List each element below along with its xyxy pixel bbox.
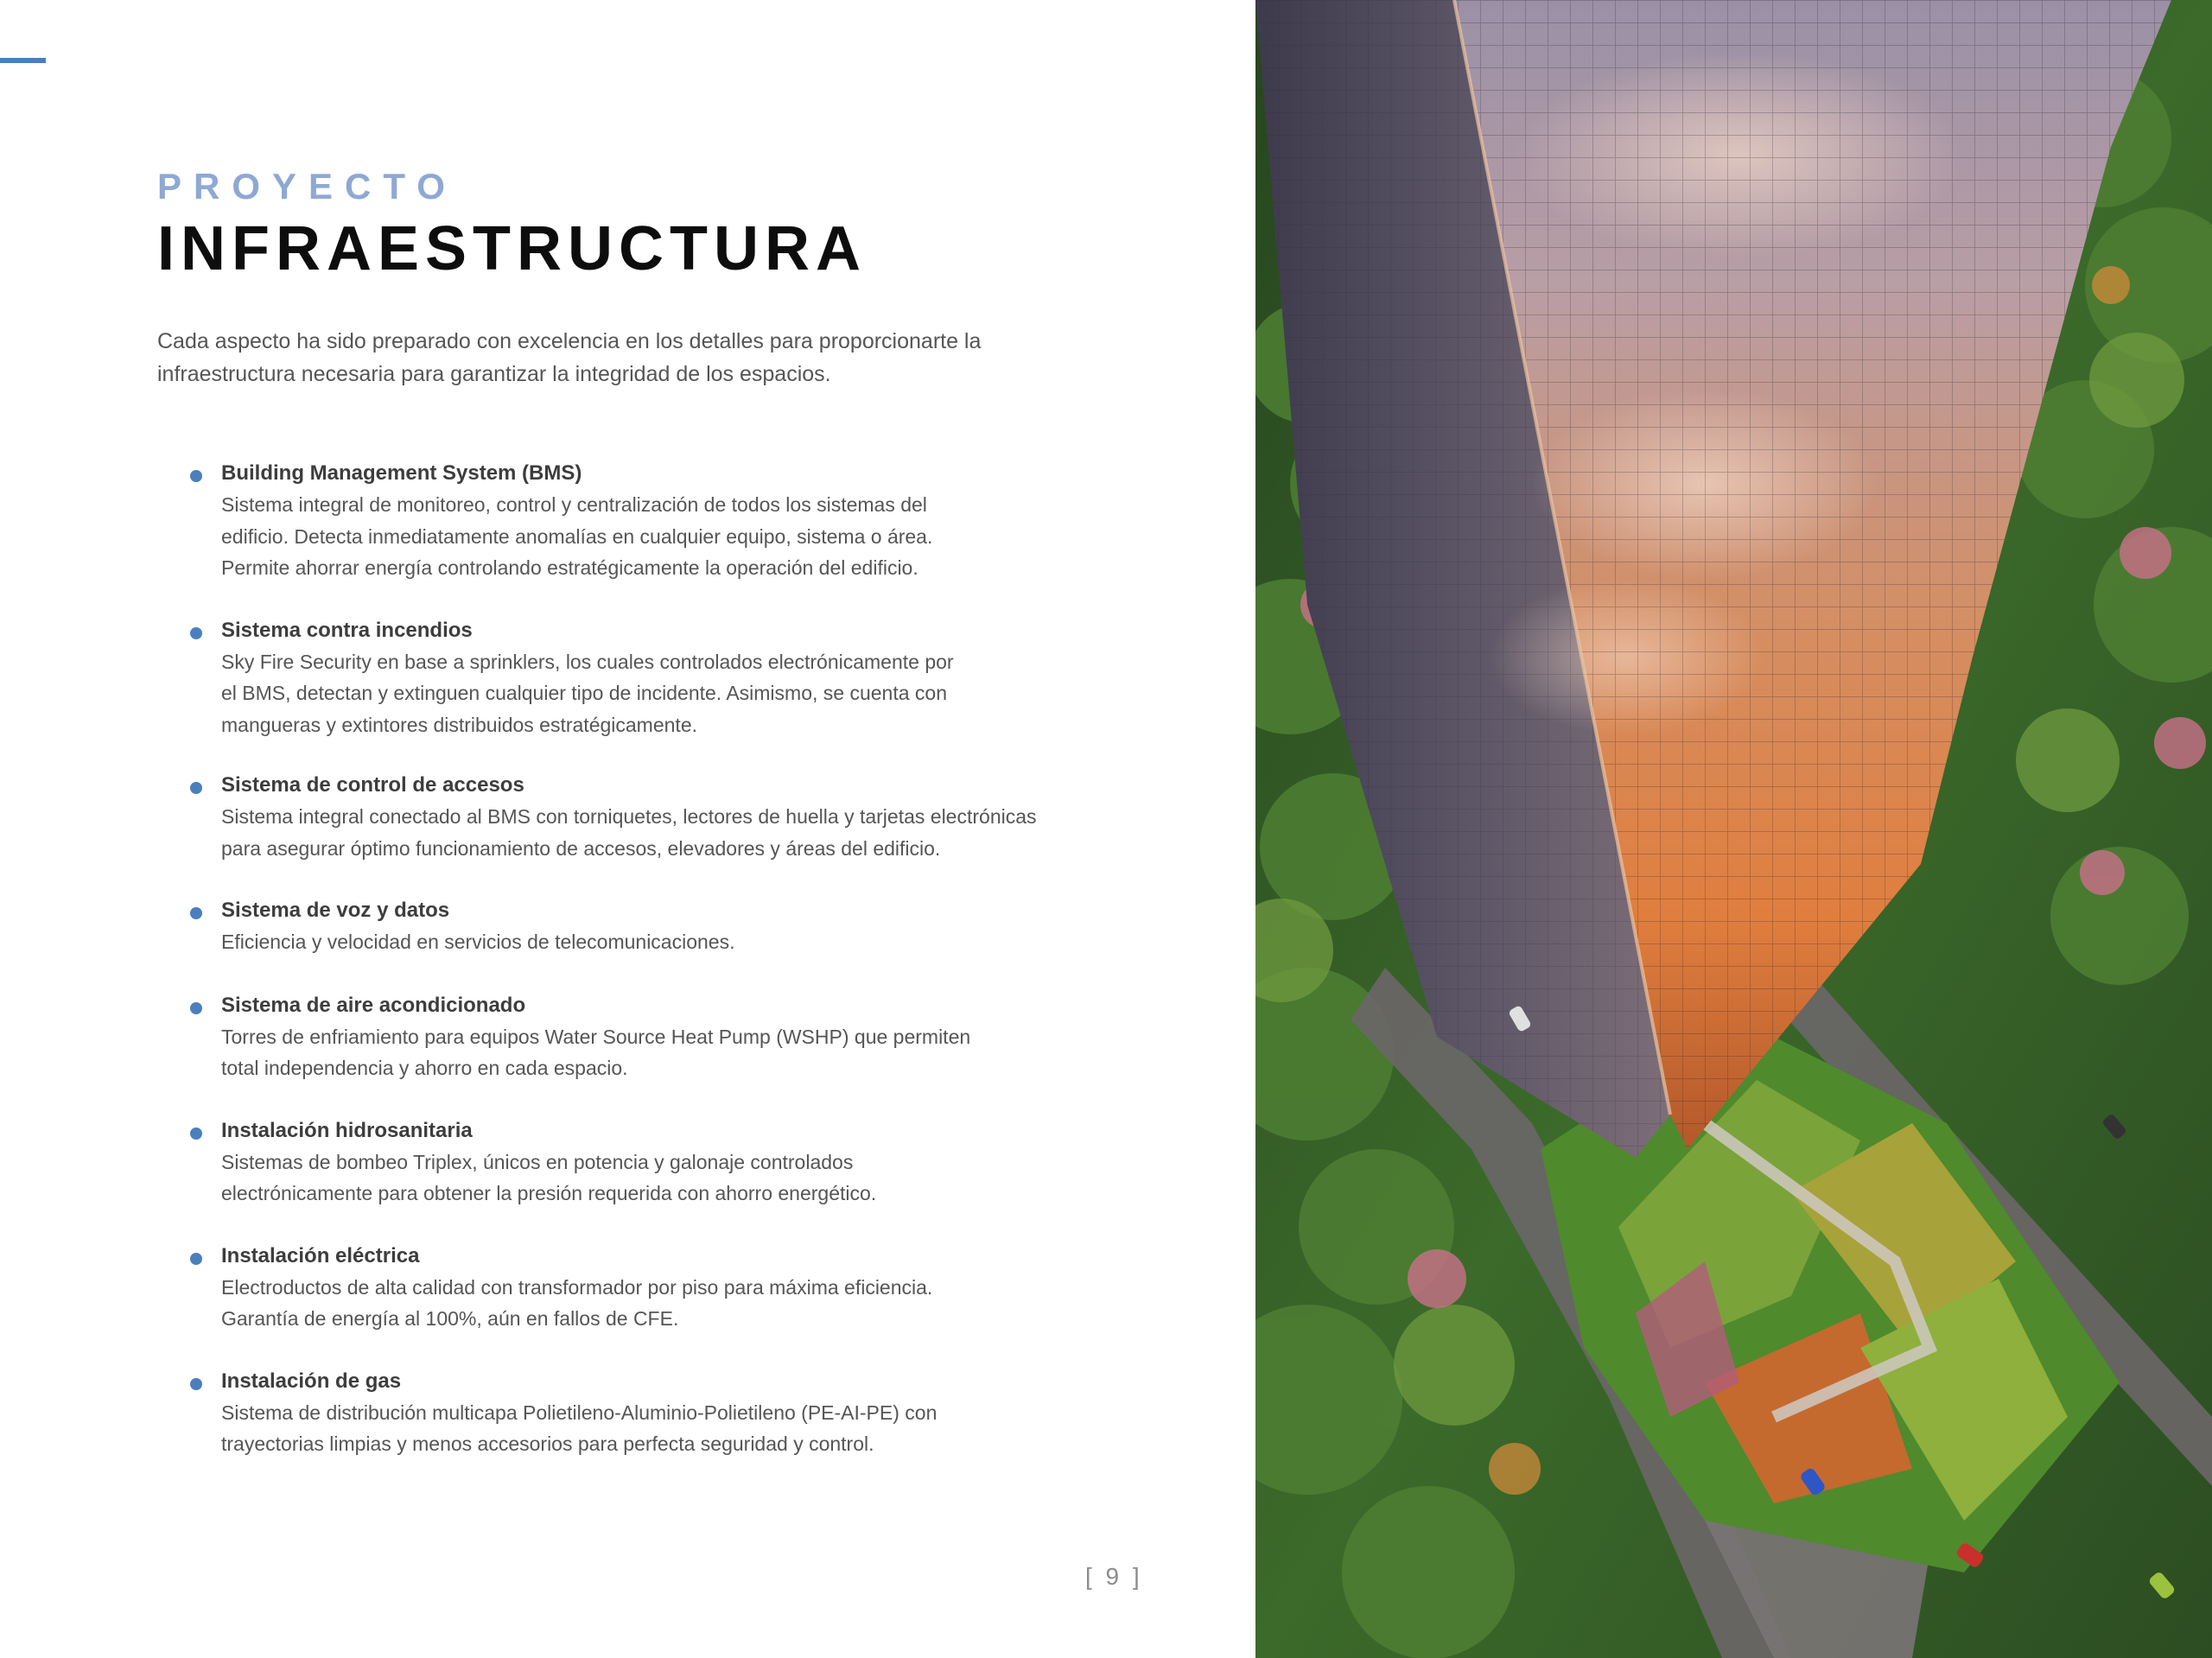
bullet-dot-icon	[190, 1253, 202, 1265]
bullet-dot-icon	[190, 627, 202, 639]
tower-aerial-photo	[1255, 0, 2212, 1658]
feature-item-hvac	[190, 990, 1132, 1084]
accent-bar	[0, 58, 46, 63]
feature-item-hydro	[190, 1115, 1132, 1210]
feature-title: Sistema contra incendios	[221, 618, 473, 642]
feature-description: Sky Fire Security en base a sprinklers, los cuales controlados electrónicamente por el BMS, detectan y extinguen cualquier tipo de incidente. Asimismo, se cuenta con mangueras y extintores distribuidos estratégicamente.	[221, 650, 954, 736]
page-title: INFRAESTRUCTURA	[157, 214, 867, 283]
feature-title: Sistema de control de accesos	[221, 773, 524, 797]
feature-title: Instalación de gas	[221, 1369, 402, 1393]
feature-description: Sistema integral conectado al BMS con torniquetes, lectores de huella y tarjetas electrónicas para asegurar óptimo funcionamiento de accesos, elevadores y áreas del edificio.	[221, 805, 1037, 860]
feature-title: Building Management System (BMS)	[221, 461, 582, 485]
feature-item-access	[190, 770, 1132, 864]
bullet-dot-icon	[190, 1128, 202, 1140]
section-eyebrow: PROYECTO	[157, 166, 457, 206]
feature-description: Torres de enfriamiento para equipos Water Source Heat Pump (WSHP) que permiten total independencia y ahorro en cada espacio.	[221, 1025, 971, 1079]
feature-description: Electroductos de alta calidad con transformador por piso para máxima eficiencia. Garantía de energía al 100%, aún en fallos de CFE.	[221, 1275, 933, 1330]
bullet-dot-icon	[190, 782, 202, 794]
bullet-dot-icon	[190, 907, 202, 919]
feature-title: Sistema de aire acondicionado	[221, 993, 526, 1017]
page-number: [ 9 ]	[1085, 1563, 1143, 1590]
feature-title: Instalación hidrosanitaria	[221, 1118, 473, 1142]
feature-item-electric	[190, 1241, 1132, 1335]
feature-description: Sistema integral de monitoreo, control y centralización de todos los sistemas del edificio. Detecta inmediatamente anomalías en cualquier equipo, sistema o área. Permite ahorrar energía controlando estratégicamente la operación del edificio.	[221, 493, 933, 579]
feature-description: Eficiencia y velocidad en servicios de telecomunicaciones.	[221, 931, 735, 953]
bullet-dot-icon	[190, 1002, 202, 1014]
feature-item-voice-data	[190, 895, 1132, 958]
bullet-dot-icon	[190, 1378, 202, 1390]
feature-title: Instalación eléctrica	[221, 1243, 420, 1267]
bullet-dot-icon	[190, 470, 202, 482]
feature-description: Sistemas de bombeo Triplex, únicos en potencia y galonaje controlados electrónicamente para obtener la presión requerida con ahorro energético.	[221, 1150, 877, 1204]
intro-paragraph: Cada aspecto ha sido preparado con excelencia en los detalles para proporcionarte la infraestructura necesaria para garantizar la integridad de los espacios.	[157, 329, 982, 386]
feature-item-gas	[190, 1366, 1132, 1460]
feature-title: Sistema de voz y datos	[221, 899, 450, 922]
feature-list	[190, 458, 1132, 1460]
feature-description: Sistema de distribución multicapa Polietileno-Aluminio-Polietileno (PE-AI-PE) con trayectorias limpias y menos accesorios para perfecta seguridad y control.	[221, 1401, 938, 1455]
feature-item-fire	[190, 615, 1132, 741]
feature-item-bms	[190, 458, 1132, 584]
